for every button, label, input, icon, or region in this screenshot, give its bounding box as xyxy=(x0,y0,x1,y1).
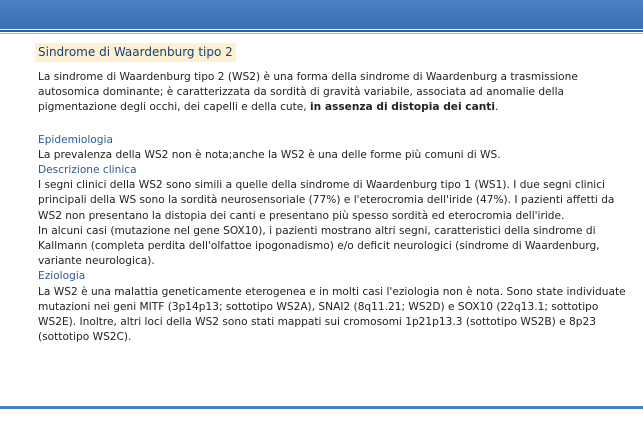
intro-paragraph xyxy=(38,70,628,116)
page-title: Sindrome di Waardenburg tipo 2 xyxy=(35,43,236,62)
article xyxy=(38,43,628,345)
section-heading-descrizione-clinica: Descrizione clinica xyxy=(38,164,137,177)
section-heading-eziologia: Eziologia xyxy=(38,270,86,283)
section-paragraph: I segni clinici della WS2 sono simili a quelle della sindrome di Waardenburg tipo 1 (WS1). I due segni clinici principali della WS sono la sordità neurosensoriale (77%) e l'eterocromia dell'iride (47%). I pazienti affetti da WS2 non presentano la distopia dei canti e presentano più spesso sordità ed eterocromia dell'iride. xyxy=(38,179,615,222)
section-paragraph: La prevalenza della WS2 non è nota;anche la WS2 è una delle forme più comuni di WS. xyxy=(38,148,501,161)
intro-emphasis: in assenza di distopia dei canti xyxy=(310,101,495,114)
footer-bar xyxy=(0,406,643,409)
header-divider xyxy=(0,30,643,32)
section-paragraph: In alcuni casi (mutazione nel gene SOX10), i pazienti mostrano altri segni, caratteristici della sindrome di Kallmann (completa perdita dell'olfattoe ipogonadismo) e/o deficit neurologici (sindrome di Waardenburg, variante neurologica). xyxy=(38,224,600,268)
spacer xyxy=(38,116,628,133)
intro-end: . xyxy=(494,101,499,114)
header-divider-thin xyxy=(0,33,643,34)
header-bar xyxy=(0,0,643,29)
section-heading-epidemiologia: Epidemiologia xyxy=(38,133,113,146)
section-paragraph: La WS2 è una malattia geneticamente eterogenea e in molti casi l'eziologia non è nota. Sono state individuate mutazioni nei geni MITF (3p14p13; sottotipo WS2A), SNAI2 (8q11.21; WS2D) e SOX10 (22q13.1; sottotipo WS2E). Inoltre, altri loci della WS2 sono stati mappati sui cromosomi 1p21p13.3 (sottotipo WS2B) e 8p23 (sottotipo WS2C). xyxy=(38,285,626,344)
intro-text: La sindrome di Waardenburg tipo 2 (WS2) è una forma della sindrome di Waardenburg a trasmissione autosomica dominante; è caratterizzata da sordità di gravità variabile, associata ad anomalie della pigmentazione degli occhi, dei capelli e della cute, xyxy=(38,71,578,114)
